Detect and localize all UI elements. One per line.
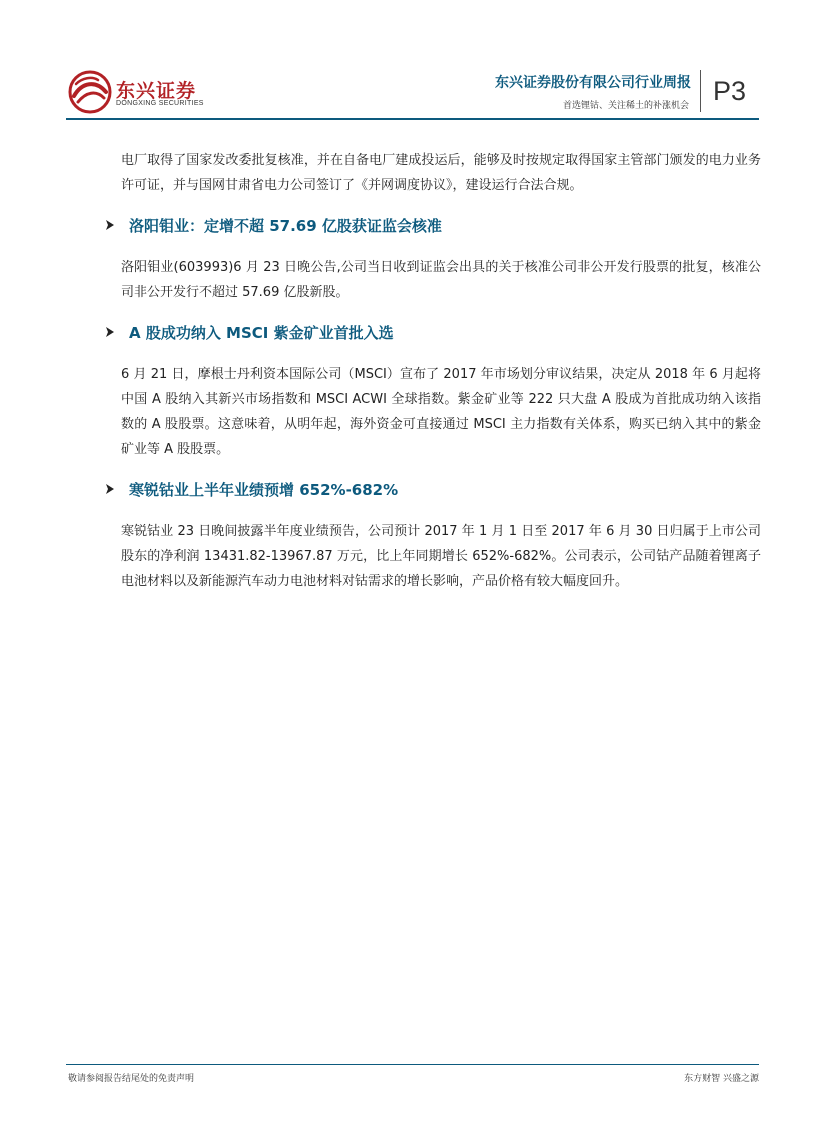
- header-rule: [66, 118, 759, 120]
- header-divider: [700, 70, 701, 112]
- report-subtitle: 首选锂钴、关注稀土的补涨机会: [562, 101, 689, 111]
- page-number: P3: [713, 76, 747, 106]
- intro-paragraph: 电厂取得了国家发改委批复核准，并在自备电厂建成投运后，能够及时按规定取得国家主管部门颁发的电力业务许可证，并与国网甘肃省电力公司签订了《并网调度协议》，建设运行合法合规。: [121, 153, 761, 193]
- section-title: 寒锐钴业上半年业绩预增 652%-682%: [129, 480, 399, 499]
- report-title: 东兴证券股份有限公司行业周报: [495, 75, 691, 91]
- section-paragraph: 洛阳钼业(603993)6 月 23 日晚公告,公司当日收到证监会出具的关于核准公司非公开发行股票的批复，核准公司非公开发行不超过 57.69 亿股新股。: [121, 260, 761, 300]
- footer-slogan: 东方财智 兴盛之源: [684, 1074, 759, 1084]
- company-logo: [68, 70, 218, 114]
- logo-text-en: DONGXING SECURITIES: [116, 100, 204, 107]
- disclaimer-note: 敬请参阅报告结尾处的免责声明: [68, 1074, 195, 1084]
- section-heading: [103, 476, 743, 502]
- main-content: [121, 148, 761, 594]
- section-heading: [103, 319, 743, 345]
- logo-text-cn: 东兴证券: [116, 80, 197, 102]
- arrow-right-icon: [103, 482, 117, 496]
- arrow-right-icon: [103, 218, 117, 232]
- page-header: [0, 0, 827, 125]
- section-title: 洛阳钼业：定增不超 57.69 亿股获证监会核准: [129, 216, 442, 235]
- arrow-right-icon: [103, 325, 117, 339]
- section-paragraph: 寒锐钴业 23 日晚间披露半年度业绩预告，公司预计 2017 年 1 月 1 日至 2017 年 6 月 30 日归属于上市公司股东的净利润 13431.82-13967.87 万元，比上年同期增长 652%-682%。公司表示，公司钴产品随着锂离子电池材料以及新能源汽车动力电池材料对钴需求的增长影响，产品价格有较大幅度回升。: [121, 524, 761, 589]
- dongxing-logo-icon: [68, 70, 112, 114]
- section-title: A 股成功纳入 MSCI 紫金矿业首批入选: [129, 323, 394, 342]
- section-heading: [103, 212, 743, 238]
- footer-rule: [66, 1064, 759, 1065]
- section-paragraph: 6 月 21 日，摩根士丹利资本国际公司（MSCI）宣布了 2017 年市场划分审议结果，决定从 2018 年 6 月起将中国 A 股纳入其新兴市场指数和 MSCI ACWI 全球指数。紫金矿业等 222 只大盘 A 股成为首批成功纳入该指数的 A 股股票。这意味着，从明年起，海外资金可直接通过 MSCI 主力指数有关体系，购买已纳入其中的紫金矿业等 A 股股票。: [121, 367, 761, 457]
